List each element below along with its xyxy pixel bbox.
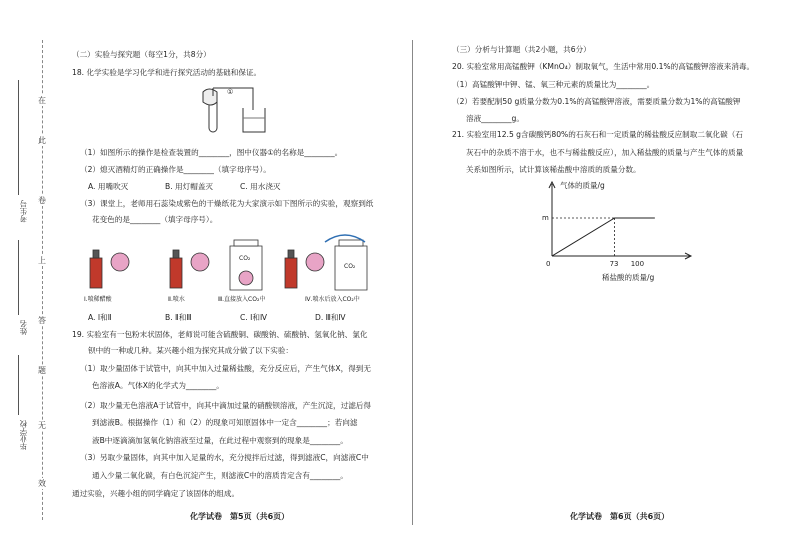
caption-3: Ⅲ.直接放入CO₂中 (218, 296, 266, 303)
q19-line1: 19. 实验室有一包粉末状固体，老师说可能含硫酸铜、碳酸钠、硫酸钠、氢氧化钠、氯化 (72, 330, 368, 339)
q19-line9: 通入少量二氧化碳，有白色沉淀产生，则滤液C中的溶质肯定含有________。 (92, 471, 348, 480)
binding-label-exam-no: 考生号 (19, 200, 28, 223)
q19-line2: 钡中的一种或几种。某兴趣小组为探究其成分做了以下实验： (88, 346, 294, 355)
flower-3 (239, 271, 253, 285)
origin-label: 0 (546, 260, 551, 268)
q20-line2: （1）高锰酸钾中钾、锰、氧三种元素的质量比为________。 (452, 80, 655, 89)
q18-option3-c: C. Ⅰ和Ⅳ (240, 313, 267, 322)
beaker (243, 108, 265, 132)
seal-char: 卷 (38, 196, 46, 205)
q18-option3-a: A. Ⅰ和Ⅱ (88, 313, 112, 322)
q21-line2: 灰石中的杂质不溶于水，也不与稀盐酸反应），加入稀盐酸的质量与产生气体的质量 (466, 148, 744, 157)
q20-line1: 20. 实验室常用高锰酸钾（KMnO₄）制取氧气，生活中常用0.1%的高锰酸钾溶液来消毒。 (452, 62, 755, 71)
q18-option-c: C. 用水浇灭 (240, 182, 281, 191)
q19-line6: 到滤液B。根据操作（1）和（2）的现象可知原固体中一定含________；若向滤 (92, 418, 358, 427)
caption-4: Ⅳ.喷水后放入CO₂中 (305, 296, 360, 303)
binding-line-school (18, 355, 19, 415)
q19-line7: 液B中逐滴滴加氢氧化钠溶液至过量，在此过程中观察到的现象是________。 (92, 436, 348, 445)
q19-line3: （1）取少量固体于试管中，向其中加入过量稀盐酸，充分反应后，产生气体X，得到无 (80, 364, 371, 373)
flower-4 (306, 253, 324, 271)
page-divider (412, 40, 413, 525)
hand-shape (203, 89, 217, 105)
co2-label-3: CO₂ (239, 255, 251, 262)
y-tick-m: m (542, 214, 549, 222)
q18-part2: （2）熄灭酒精灯的正确操作是________（填字母序号）。 (80, 165, 271, 174)
q19-line5: （2）取少量无色溶液A于试管中，向其中滴加过量的硝酸钡溶液，产生沉淀，过滤后得 (80, 401, 371, 410)
seal-dashed-line (42, 40, 43, 520)
seal-char: 上 (38, 256, 46, 265)
label-circle-1: ① (227, 88, 234, 96)
seal-char: 效 (38, 479, 46, 488)
q18-option-a: A. 用嘴吹灭 (88, 182, 129, 191)
seal-char: 此 (38, 136, 46, 145)
binding-line-exam-no (18, 80, 19, 195)
caption-1: Ⅰ.喷稀醋酸 (84, 296, 112, 303)
section-heading-calc: （三）分析与计算题（共2小题，共6分） (452, 45, 591, 54)
q18-option3-d: D. Ⅲ和Ⅳ (315, 313, 346, 322)
footer-left: 化学试卷 第5页（共6页） (190, 512, 290, 521)
q18-part1: （1）如图所示的操作是检查装置的________，图中仪器①的名称是________。 (80, 148, 343, 157)
seal-char: 无 (38, 421, 46, 430)
x-axis-label: 稀盐酸的质量/g (602, 273, 655, 282)
binding-label-school: 毕业学校 (19, 420, 28, 450)
seal-char: 答 (38, 316, 46, 325)
co2-label-4: CO₂ (344, 263, 356, 270)
gas-mass-graph (530, 178, 710, 290)
q18-part3-a: （3）课堂上，老师用石蕊染成紫色的干燥纸花为大家演示如下图所示的实验，观察到纸 (80, 199, 374, 208)
q21-line1: 21. 实验室用12.5 g含碳酸钙80%的石灰石和一定质量的稀盐酸反应制取二氧化碳（石 (452, 130, 743, 139)
y-axis-label: 气体的质量/g (560, 181, 605, 190)
apparatus-figure (185, 82, 280, 138)
flower-2 (191, 253, 209, 271)
x-tick-73: 73 (609, 260, 619, 268)
spray-bottle-2 (170, 258, 182, 288)
seal-char: 在 (38, 96, 46, 105)
q18-option3-b: B. Ⅱ和Ⅲ (165, 313, 192, 322)
binding-line-name (18, 240, 19, 315)
footer-right: 化学试卷 第6页（共6页） (570, 512, 670, 521)
spray-bottle-1 (90, 258, 102, 288)
series-line (552, 218, 655, 256)
q19-line10: 通过实验，兴趣小组的同学确定了该固体的组成。 (72, 489, 240, 498)
q18-part3-b: 花变色的是________（填字母序号）。 (92, 215, 218, 224)
flower-1 (111, 253, 129, 271)
x-tick-100: 100 (630, 260, 645, 268)
q20-line4: 溶液________g。 (466, 114, 524, 123)
q20-line3: （2）若要配制50 g质量分数为0.1%的高锰酸钾溶液，需要质量分数为1%的高锰酸钾 (452, 97, 741, 106)
binding-label-name: 姓名 (19, 320, 28, 335)
q18-option-b: B. 用灯帽盖灭 (165, 182, 214, 191)
q18-stem: 18. 化学实验是学习化学和进行探究活动的基础和保证。 (72, 68, 262, 77)
q19-line8: （3）另取少量固体，向其中加入足量的水，充分搅拌后过滤，得到滤液C，向滤液C中 (80, 453, 369, 462)
caption-2: Ⅱ.喷水 (168, 296, 185, 303)
seal-char: 题 (38, 366, 46, 375)
section-heading-experiment: （二）实验与探究题（每空1分，共8分） (72, 50, 211, 59)
flower-experiment-figure (80, 228, 390, 308)
q21-line3: 关系如图所示，试计算该稀盐酸中溶质的质量分数。 (466, 165, 641, 174)
spray-bottle-4 (285, 258, 297, 288)
q19-line4: 色溶液A。气体X的化学式为________。 (92, 381, 224, 390)
